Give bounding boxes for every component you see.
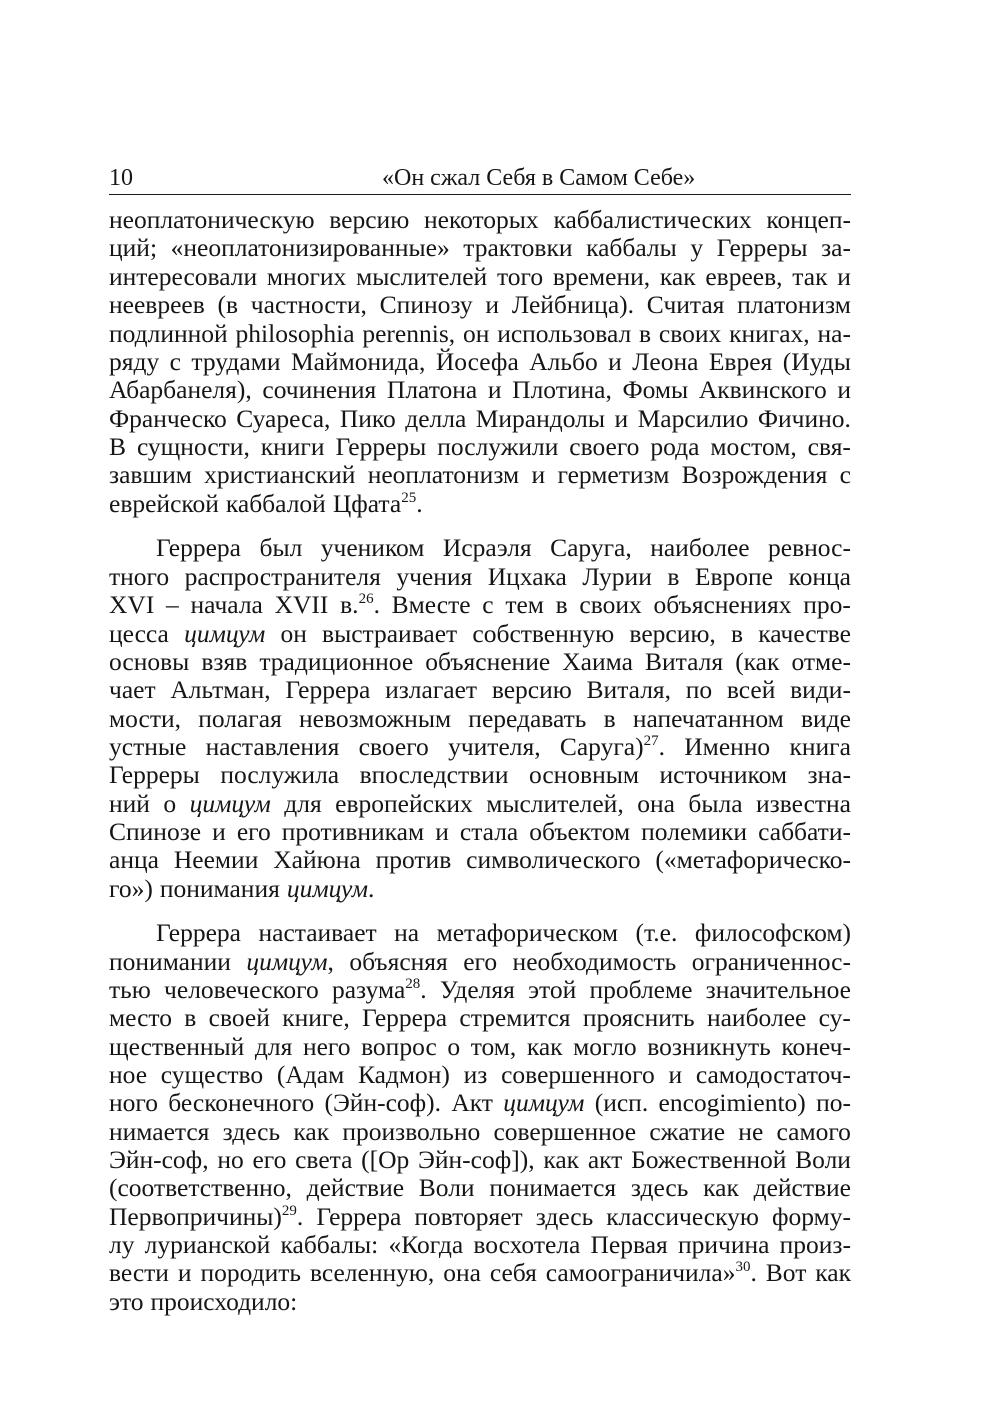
text-line: подлинной philosophia perennis, он использовал в своих книгах, на- [109,319,851,348]
footnote-ref: 27 [643,732,659,749]
text-line: Эйн-соф, но его света ([Ор Эйн-соф]), как акт Божественной Воли [109,1145,851,1174]
text-line: мости, полагая невозможным передавать в напечатанном виде [109,704,851,733]
text-line: завшим христианский неоплатонизм и герметизм Возрождения с [109,460,851,489]
running-header [109,164,851,195]
footnote-ref: 29 [281,1202,297,1219]
text-line: тного распространителя учения Ицхака Лурии в Европе конца [109,562,851,591]
italic-term: цимцум [286,874,368,903]
text-line: В сущности, книги Герреры послужили своего рода мостом, свя- [109,432,851,461]
text-line: (соответственно, действие Воли понимается здесь как действие [109,1173,851,1202]
footnote-ref: 28 [405,975,421,992]
text-line: чает Альтман, Геррера излагает версию Виталя, по всей види- [109,675,851,704]
italic-term: цимцум [184,619,266,648]
text-line: место в своей книге, Геррера стремится прояснить наиболее су- [109,1003,851,1032]
text-line: неоплатоническую версию некоторых каббалистических концеп- [109,205,851,234]
text-line: Спинозе и его противникам и стала объектом полемики саббати- [109,817,851,846]
text-line: устные наставления своего учителя, Саруга)$^{27}$. Именно книга [109,732,851,761]
text-line: го») понимания цимцум. [109,874,375,903]
running-title: «Он сжал Себя в Самом Себе» [382,165,696,191]
text-line: интересовали многих мыслителей того времени, как евреев, так и [109,262,851,291]
text-line: Абарбанеля), сочинения Платона и Плотина, Фомы Аквинского и [109,375,851,404]
page-number: 10 [109,165,133,191]
text-line: ное существо (Адам Кадмон) из совершенного и самодостаточ- [109,1060,851,1089]
italic-term: цимцум [189,789,271,818]
text-line: Геррера настаивает на метафорическом (т.е. философском) [156,918,851,947]
footnote-ref: 26 [358,590,374,607]
text-line: лу лурианской каббалы: «Когда восхотела Первая причина произ- [109,1230,851,1259]
footnote-ref: 25 [401,489,417,506]
text-line: ний о цимцум для европейских мыслителей, она была известна [109,789,851,818]
text-line: ций; «неоплатонизированные» трактовки каббалы у Герреры за- [109,233,851,262]
text-line: Франческо Суареса, Пико делла Мирандолы и Марсилио Фичино. [109,404,851,433]
text-line: цесса цимцум он выстраивает собственную версию, в качестве [109,619,851,648]
text-line: тью человеческого разума$^{28}$. Уделяя этой проблеме значительное [109,975,851,1004]
text-line: Геррера был учеником Исраэля Саруга, наиболее ревнос- [156,533,851,562]
text-line: основы взяв традиционное объяснение Хаима Виталя (как отме- [109,647,851,676]
text-line: щественный для него вопрос о том, как могло возникнуть конеч- [109,1032,851,1061]
italic-term: цимцум [503,1088,585,1117]
italic-term: цимцум [246,947,328,976]
text-line: Первопричины)$^{29}$. Геррера повторяет здесь классическую форму- [109,1202,851,1231]
text-line: вести и породить вселенную, она себя самоограничила»$^{30}$. Вот как [109,1258,851,1287]
text-line: ного бесконечного (Эйн-соф). Акт цимцум (исп. encogimiento) по- [109,1088,851,1117]
text-line: это происходило: [109,1287,298,1316]
text-line: неевреев (в частности, Спинозу и Лейбница). Считая платонизм [109,290,851,319]
text-line: анца Неемии Хайюна против символического («метафорическо- [109,845,851,874]
text-line: понимании цимцум, объясняя его необходимость ограниченнос- [109,947,851,976]
text-line: еврейской каббалой Цфата$^{25}$. [109,489,423,518]
text-line: Герреры послужила впоследствии основным источником зна- [109,760,851,789]
text-line: XVI – начала XVII в.$^{26}$. Вместе с тем в своих объяснениях про- [109,590,851,619]
text-line: ряду с трудами Маймонида, Йосефа Альбо и Леона Еврея (Иуды [109,347,851,376]
footnote-ref: 30 [735,1258,751,1275]
text-line: нимается здесь как произвольно совершенное сжатие не самого [109,1117,851,1146]
